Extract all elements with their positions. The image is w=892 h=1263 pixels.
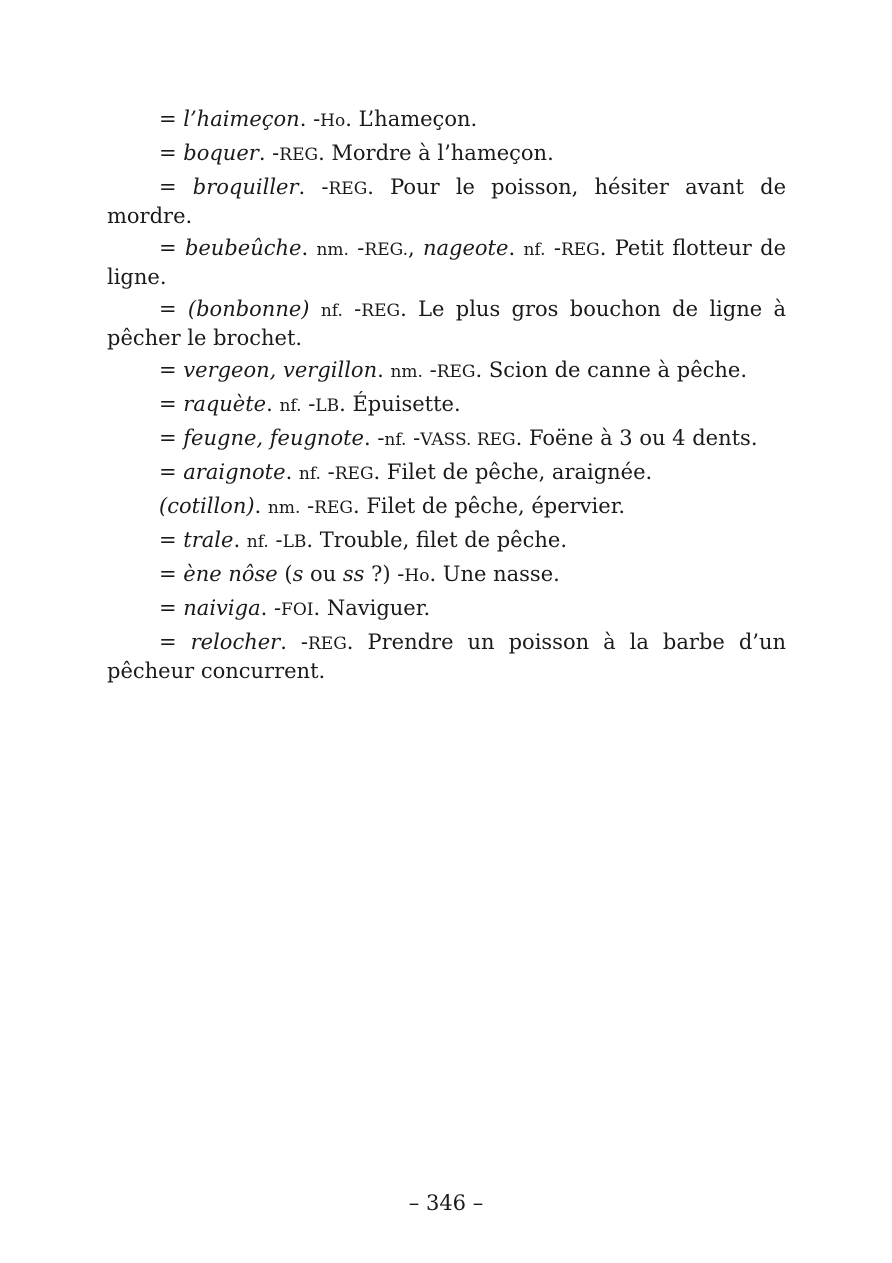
source-abbr: REG [279, 145, 319, 165]
source-abbr: REG [361, 301, 401, 321]
source-abbr: REG [328, 179, 368, 199]
definition: . Filet de pêche, épervier. [352, 494, 626, 518]
headword: broquiller [192, 175, 299, 199]
definition: . Naviguer. [313, 596, 431, 620]
entry-cotillon: (cotillon). nm. -REG. Filet de pêche, épervier. [159, 494, 626, 518]
entry-boquer: = boquer. -REG. Mordre à l’hameçon. [159, 141, 554, 165]
entry-relocher: = relocher. -REG. Prendre un poisson à la barbe d’un pêcheur concurrent. [107, 630, 786, 683]
source-abbr: FOI [281, 600, 314, 620]
definition: . Prendre un poisson à la barbe d’un pêcheur concurrent. [107, 630, 786, 683]
variant-s: s [292, 562, 304, 586]
entry-bonbonne: = (bonbonne) nf. -REG. Le plus gros bouchon de ligne à pêcher le brochet. [107, 297, 786, 350]
grammar-tag: nm. [390, 362, 423, 382]
definition: . Pour le poisson, hésiter avant de mordre. [107, 175, 786, 228]
source-abbr: Ho [320, 111, 346, 131]
headword: l’haimeçon [183, 107, 300, 131]
document-page [107, 106, 786, 690]
source-abbr: LB [315, 396, 340, 416]
source-abbr: REG [436, 362, 476, 382]
headword: trale [183, 528, 234, 552]
definition: . Mordre à l’hameçon. [318, 141, 554, 165]
definition: . L’hameçon. [345, 107, 478, 131]
source-abbr: REG [314, 498, 353, 518]
grammar-tag: nf. [523, 240, 546, 260]
entry-naiviga: = naiviga. -FOI. Naviguer. [159, 596, 431, 620]
headword: naiviga [183, 596, 261, 620]
source-abbr: REG [560, 240, 600, 260]
grammar-tag: nm. [267, 498, 301, 518]
grammar-tag: nf. [279, 396, 302, 416]
entry-trale: = trale. nf. -LB. Trouble, filet de pêche. [159, 528, 567, 552]
source-abbr: VASS. REG [420, 430, 516, 450]
headword: beubeûche [184, 236, 302, 260]
definition: . Scion de canne à pêche. [475, 358, 748, 382]
entry-raquete: = raquète. nf. -LB. Épuisette. [159, 392, 461, 416]
headword: relocher [190, 630, 281, 654]
definition: . Trouble, filet de pêche. [306, 528, 567, 552]
definition: . Foëne à 3 ou 4 dents. [515, 426, 758, 450]
source-abbr: REG. [364, 240, 408, 260]
headword-alt: nageote [423, 236, 509, 260]
source-abbr: LB [282, 532, 307, 552]
headword: araignote [183, 460, 286, 484]
headword: (bonbonne) [187, 297, 310, 321]
entry-haimecon: = l’haimeçon. -Ho. L’hameçon. [159, 107, 478, 131]
grammar-tag: nm. [316, 240, 349, 260]
source-abbr: REG [308, 634, 347, 654]
headword: boquer [183, 141, 259, 165]
entry-broquiller: = broquiller. -REG. Pour le poisson, hésiter avant de mordre. [107, 175, 786, 228]
grammar-tag: nf. [384, 430, 407, 450]
entry-feugne: = feugne, feugnote. -nf. -VASS. REG. Foëne à 3 ou 4 dents. [159, 426, 758, 450]
grammar-tag: nf. [246, 532, 269, 552]
definition: . Filet de pêche, araignée. [373, 460, 653, 484]
headword: raquète [183, 392, 267, 416]
source-abbr: REG [334, 464, 374, 484]
definition: . Petit flotteur de ligne. [107, 236, 786, 289]
entry-vergeon: = vergeon, vergillon. nm. -REG. Scion de canne à pêche. [159, 358, 748, 382]
definition: . Le plus gros bouchon de ligne à pêcher le brochet. [107, 297, 786, 350]
page-number: – 346 – [408, 1191, 484, 1215]
definition: . Épuisette. [339, 392, 461, 416]
source-abbr: Ho [404, 566, 430, 586]
entry-araignote: = araignote. nf. -REG. Filet de pêche, araignée. [159, 460, 653, 484]
headword: vergeon, vergillon [183, 358, 378, 382]
grammar-tag: nf. [298, 464, 321, 484]
entry-ene-nose: = ène nôse (s ou ss ?) -Ho. Une nasse. [159, 562, 560, 586]
variant-ss: ss [342, 562, 365, 586]
definition: . Une nasse. [429, 562, 560, 586]
grammar-tag: nf. [320, 301, 343, 321]
headword: ène nôse [183, 562, 278, 586]
headword: (cotillon) [159, 494, 255, 518]
entry-beubeuche: = beubeûche. nm. -REG., nageote. nf. -REG. Petit flotteur de ligne. [107, 236, 786, 289]
headword: feugne, feugnote [183, 426, 364, 450]
